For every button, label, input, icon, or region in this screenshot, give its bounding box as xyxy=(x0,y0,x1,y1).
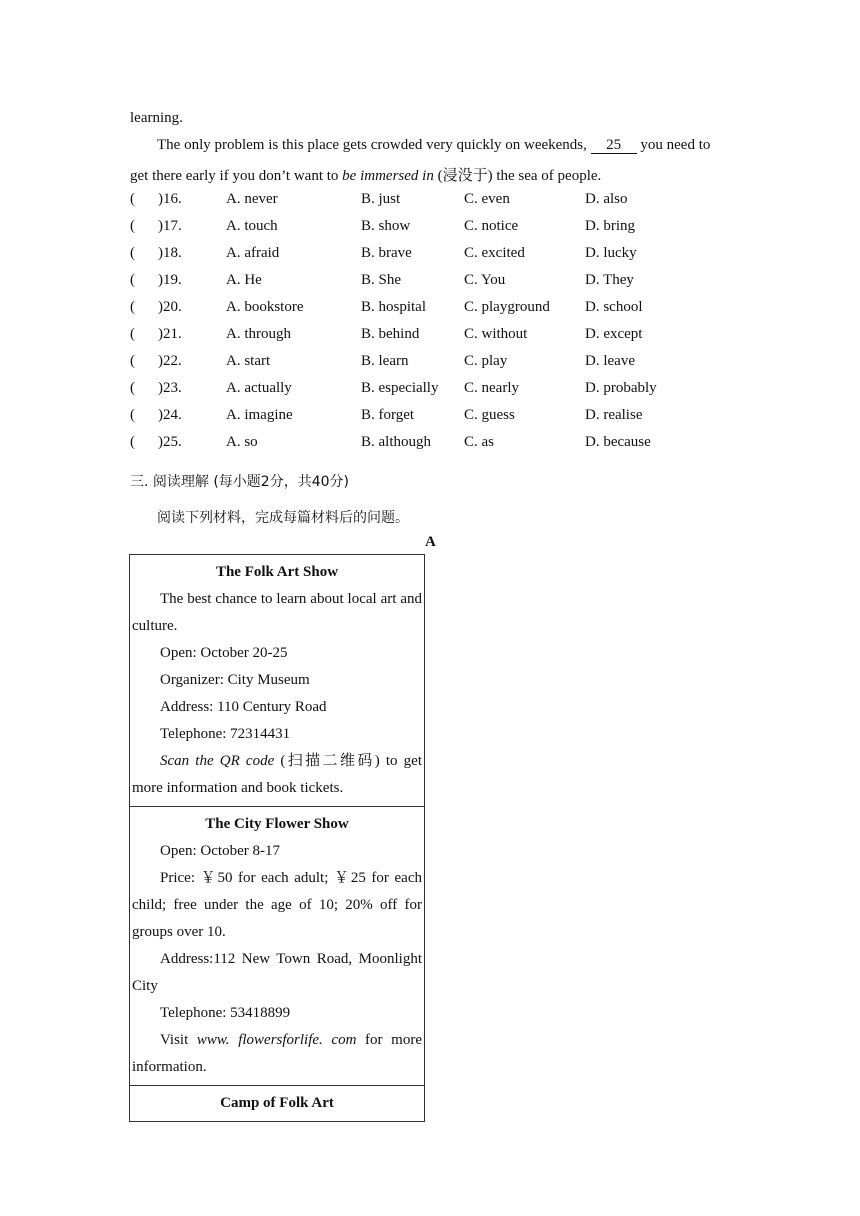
option-a: A. afraid xyxy=(226,245,280,261)
ads-table xyxy=(129,554,425,1122)
ad-scan: Scan the QR code (扫描二维码) to get more information and book tickets. xyxy=(132,753,423,796)
option-d: D. realise xyxy=(585,407,643,423)
question-row xyxy=(130,380,750,400)
passage-label: A xyxy=(425,534,436,550)
question-paren: ( xyxy=(130,380,135,396)
option-d: D. probably xyxy=(585,380,657,396)
option-d: D. because xyxy=(585,434,651,450)
question-paren: ( xyxy=(130,245,135,261)
option-a: A. never xyxy=(226,191,278,207)
option-a: A. He xyxy=(226,272,262,288)
question-paren: ( xyxy=(130,434,135,450)
question-row xyxy=(130,218,750,238)
question-row xyxy=(130,434,750,454)
question-row xyxy=(130,353,750,373)
option-c: C. You xyxy=(464,272,506,288)
ad-visit: Visit www. flowersforlife. com for more information. xyxy=(132,1032,422,1075)
section-heading: 三. 阅读理解 (每小题2分，共40分) xyxy=(130,474,349,490)
question-number: )20. xyxy=(158,299,182,315)
option-b: B. hospital xyxy=(361,299,427,315)
ad-title: The City Flower Show xyxy=(205,816,349,832)
question-row xyxy=(130,272,750,292)
option-c: C. play xyxy=(464,353,508,369)
option-b: B. just xyxy=(361,191,401,207)
ad-desc: The best chance to learn about local art and culture. xyxy=(132,591,422,634)
ad-title: The Folk Art Show xyxy=(215,564,339,580)
question-paren: ( xyxy=(130,218,135,234)
question-number: )21. xyxy=(158,326,182,342)
ad-title: Camp of Folk Art xyxy=(220,1095,334,1111)
option-d: D. They xyxy=(585,272,634,288)
section-intro: 阅读下列材料，完成每篇材料后的问题。 xyxy=(157,510,409,526)
question-row xyxy=(130,191,750,211)
option-d: D. except xyxy=(585,326,643,342)
question-row xyxy=(130,407,750,427)
question-row xyxy=(130,326,750,346)
folk-art-show-cell xyxy=(130,555,424,807)
option-b: B. especially xyxy=(361,380,439,396)
option-c: C. without xyxy=(464,326,528,342)
question-paren: ( xyxy=(130,326,135,342)
option-a: A. actually xyxy=(226,380,292,396)
question-number: )17. xyxy=(158,218,182,234)
ad-telephone: Telephone: 72314431 xyxy=(160,726,291,742)
ad-organizer: Organizer: City Museum xyxy=(160,672,310,688)
ad-open: Open: October 8-17 xyxy=(160,843,280,859)
option-a: A. bookstore xyxy=(226,299,304,315)
option-d: D. bring xyxy=(585,218,635,234)
option-b: B. although xyxy=(361,434,431,450)
option-a: A. imagine xyxy=(226,407,293,423)
option-a: A. touch xyxy=(226,218,278,234)
question-number: )19. xyxy=(158,272,182,288)
passage-line: learning. xyxy=(130,110,183,126)
option-b: B. show xyxy=(361,218,411,234)
option-c: C. excited xyxy=(464,245,525,261)
option-c: C. as xyxy=(464,434,494,450)
option-d: D. lucky xyxy=(585,245,637,261)
flower-show-cell xyxy=(130,807,424,1086)
ad-telephone: Telephone: 53418899 xyxy=(160,1005,291,1021)
option-c: C. guess xyxy=(464,407,515,423)
question-row xyxy=(130,299,750,319)
question-paren: ( xyxy=(130,407,135,423)
ad-address: Address:112 New Town Road, Moonlight City xyxy=(132,951,422,994)
option-c: C. notice xyxy=(464,218,519,234)
question-paren: ( xyxy=(130,272,135,288)
option-c: C. even xyxy=(464,191,510,207)
option-b: B. learn xyxy=(361,353,409,369)
passage-line: get there early if you don’t want to be immersed in (浸没于) the sea of people. xyxy=(130,168,602,184)
option-a: A. through xyxy=(226,326,291,342)
camp-cell xyxy=(130,1086,424,1121)
ad-open: Open: October 20-25 xyxy=(160,645,288,661)
question-paren: ( xyxy=(130,353,135,369)
blank-25: 25 xyxy=(591,137,637,154)
question-paren: ( xyxy=(130,191,135,207)
option-d: D. school xyxy=(585,299,643,315)
question-row xyxy=(130,245,750,265)
passage-line: The only problem is this place gets crowded very quickly on weekends, 25 you need to xyxy=(157,137,711,153)
option-d: D. also xyxy=(585,191,628,207)
question-paren: ( xyxy=(130,299,135,315)
option-d: D. leave xyxy=(585,353,635,369)
option-b: B. forget xyxy=(361,407,415,423)
option-b: B. behind xyxy=(361,326,420,342)
question-number: )23. xyxy=(158,380,182,396)
option-a: A. start xyxy=(226,353,271,369)
ad-price: Price: ￥50 for each adult; ￥25 for each child; free under the age of 10; 20% off for groups over 10. xyxy=(132,870,422,940)
option-b: B. She xyxy=(361,272,402,288)
question-number: )18. xyxy=(158,245,182,261)
question-number: )25. xyxy=(158,434,182,450)
question-number: )22. xyxy=(158,353,182,369)
option-b: B. brave xyxy=(361,245,412,261)
option-a: A. so xyxy=(226,434,258,450)
option-c: C. playground xyxy=(464,299,550,315)
question-number: )24. xyxy=(158,407,182,423)
ad-address: Address: 110 Century Road xyxy=(160,699,327,715)
question-number: )16. xyxy=(158,191,182,207)
option-c: C. nearly xyxy=(464,380,519,396)
